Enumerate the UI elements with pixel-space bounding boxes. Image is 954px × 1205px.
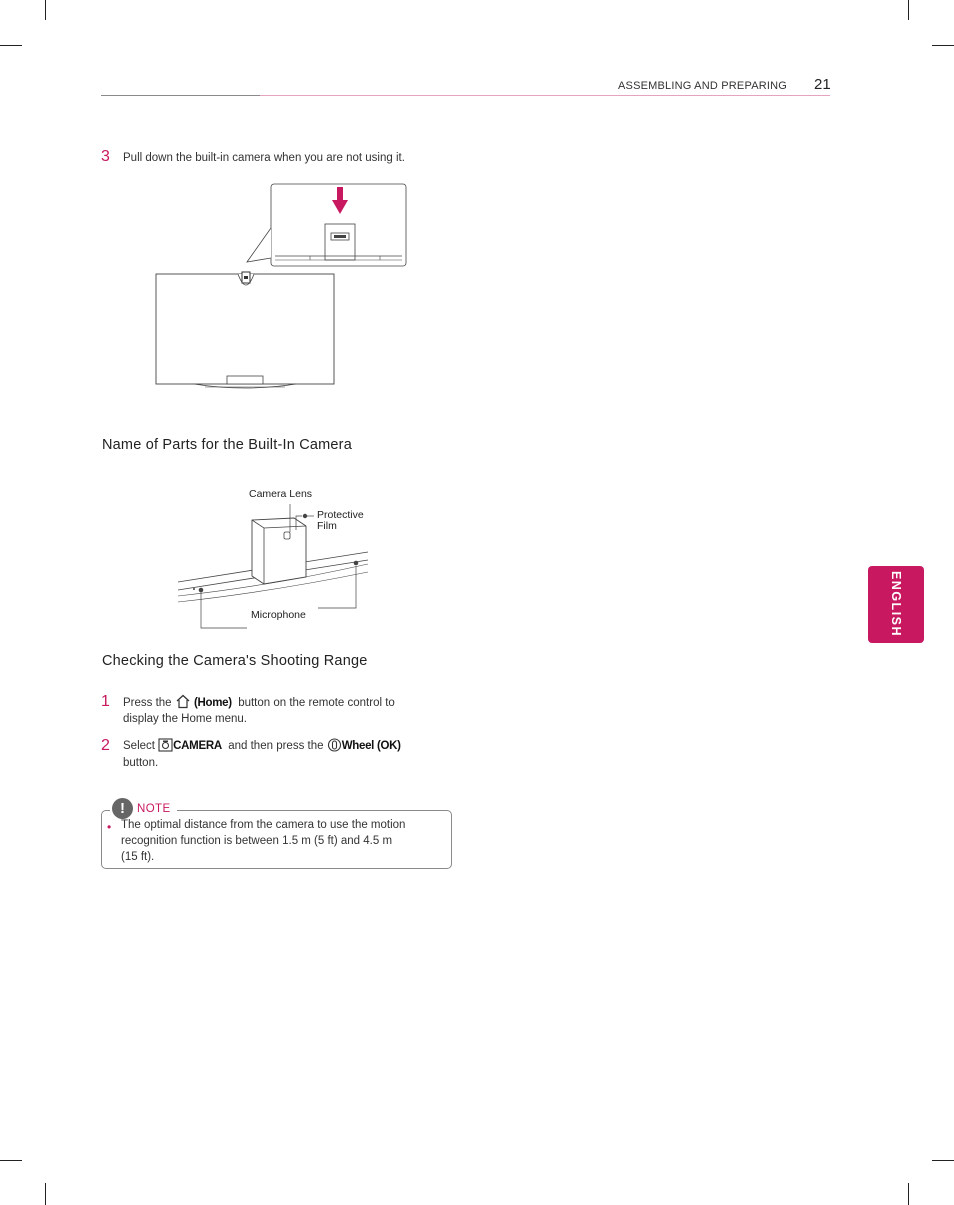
note-bullet: • [107,820,112,834]
step-1-text [123,694,395,712]
step-number: 1 [101,693,110,710]
exclamation-icon: ! [112,798,133,819]
microphone-label: Microphone [251,609,306,621]
camera-command: CAMERA [173,740,222,752]
header-rule [101,95,260,96]
camera-icon [158,738,173,752]
step-1-pre: Press the [123,697,172,709]
language-tab-label: ENGLISH [889,570,903,638]
crop-mark [932,1160,954,1161]
header-rule-accent [260,95,830,96]
step-2-mid: and then press the [228,740,324,752]
step-2-pre: Select [123,740,155,752]
crop-mark [0,1160,22,1161]
section-title: ASSEMBLING AND PREPARING [618,80,788,92]
protective-film-label: Protective [317,509,364,521]
crop-mark [908,0,909,20]
page-number: 21 [814,76,831,93]
note-label: NOTE [137,802,171,815]
crop-mark [45,0,46,20]
crop-mark [45,1183,46,1205]
note-text [121,817,405,865]
home-command: (Home) [193,697,232,709]
note-line: The optimal distance from the camera to use the motion [121,819,406,831]
crop-mark [908,1183,909,1205]
step-2-text [123,738,401,755]
step-1-post: button on the remote control to [238,697,395,709]
step-1-text-line2: display the Home menu. [123,713,248,725]
language-tab [868,566,924,643]
section-heading-parts: Name of Parts for the Built-In Camera [102,437,352,453]
section-heading-range: Checking the Camera's Shooting Range [102,653,368,669]
step-number: 3 [101,148,110,165]
tv-camera-illustration [150,180,412,390]
note-line: recognition function is between 1.5 m (5 ft) and 4.5 m [121,835,393,847]
home-icon [175,694,191,709]
wheel-icon [327,738,342,752]
wheel-command: Wheel (OK) [341,740,401,752]
crop-mark [0,45,22,46]
step-number: 2 [101,737,110,754]
step-text: Pull down the built-in camera when you are not using it. [123,152,405,164]
camera-lens-label: Camera Lens [249,488,313,500]
step-2-text-line2: button. [123,757,159,769]
crop-mark [932,45,954,46]
note-line: (15 ft). [121,851,155,863]
protective-film-label-2: Film [317,520,337,532]
